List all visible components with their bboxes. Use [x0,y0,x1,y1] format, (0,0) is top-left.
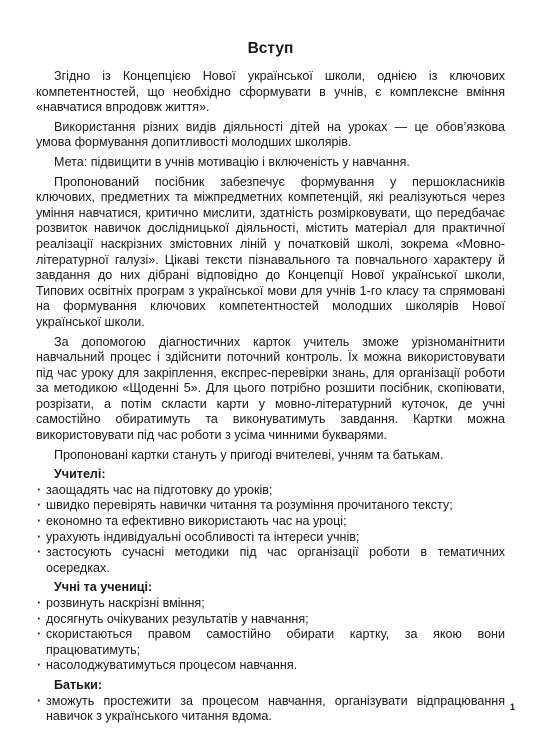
bullet-list [36,483,505,577]
list-item: · насолоджуватимуться процесом навчання. [36,658,505,674]
paragraph-concept: Згідно із Концепцією Нової української школи, однією із ключових компетентностей, що необхідно сформувати в учнів, є комплексне вміння «навчатися впродовж життя». [36,69,505,115]
list-item: · економно та ефективно використають час на уроці; [36,514,505,530]
main-text [36,69,505,725]
paragraph-goal: Мета: підвищити в учнів мотивацію і включеність у навчання. [54,154,410,169]
paragraph-activities: Використання різних видів діяльності дітей на уроках — це обов’язкова умова формування допитливості молодших школярів. [36,119,505,150]
section-heading: Учні та учениці: [54,580,153,595]
list-item: · швидко перевірять навички читання та розуміння прочитаного тексту; [36,498,505,514]
list-item: · застосують сучасні методики під час організації роботи в тематичних осередках. [36,545,505,576]
list-item: · розвинуть наскрізні вміння; [36,596,505,612]
list-item: · урахують індивідуальні особливості та інтереси учнів; [36,530,505,546]
page-number: 1 [509,702,515,712]
list-item: · заощадять час на підготовку до уроків; [36,483,505,499]
list-item: · досягнуть очікуваних результатів у навчання; [36,612,505,628]
page-title: Вступ [247,40,294,57]
section-heading: Батьки: [54,677,103,692]
intro-line: Пропоновані картки стануть у пригоді вчителеві, учням та батькам. [54,447,444,462]
list-item: · скористаються правом самостійно обирати картку, за якою вони працюватимуть; [36,627,505,658]
section-teachers [36,467,505,576]
bullet-list [36,596,505,674]
list-item: · зможуть простежити за процесом навчання, організувати відпрацювання навичок з українського читання вдома. [36,694,505,725]
paragraph-manual: Пропонований посібник забезпечує формування у першокласників ключових, предметних та міжпредметних компетенцій, які реалізуються через уміння навчатися, критично мислити, здатність розмірковувати, що передбачає розвиток навичок дослідницької діяльності, містить матеріал для практичної реалізації наскрізних змістовних ліній у початковій школі, зокрема «Мовно-літературної галузі». Цікаві тексти пізнавального та повчального характеру й завдання до них дібрані відповідно до Концепції Нової української школи, Типових освітніх програм з української мови для учнів 1-го класу та спрямовані на формування ключових компетентностей молодших школярів Нової української школи. [36,174,505,329]
bullet-list [36,694,505,725]
section-parents [36,678,505,725]
section-heading: Учителі: [54,467,106,482]
paragraph-cards: За допомогою діагностичних карток учитель зможе урізноманітнити навчальний процес і здійснити поточний контроль. Їх можна використовувати під час уроку для закріплення, експрес-перевірки знань, для організації роботи за методикою «Щоденні 5». Для цього потрібно розшити посібник, скопіювати, розрізати, а потім скласти карти у мовно-літературний куточок, де учні самостійно обиратимуть та виконуватимуть завдання. Картки можна використовувати під час роботи з усіма чинними букварями. [36,334,505,443]
section-students [36,580,505,674]
